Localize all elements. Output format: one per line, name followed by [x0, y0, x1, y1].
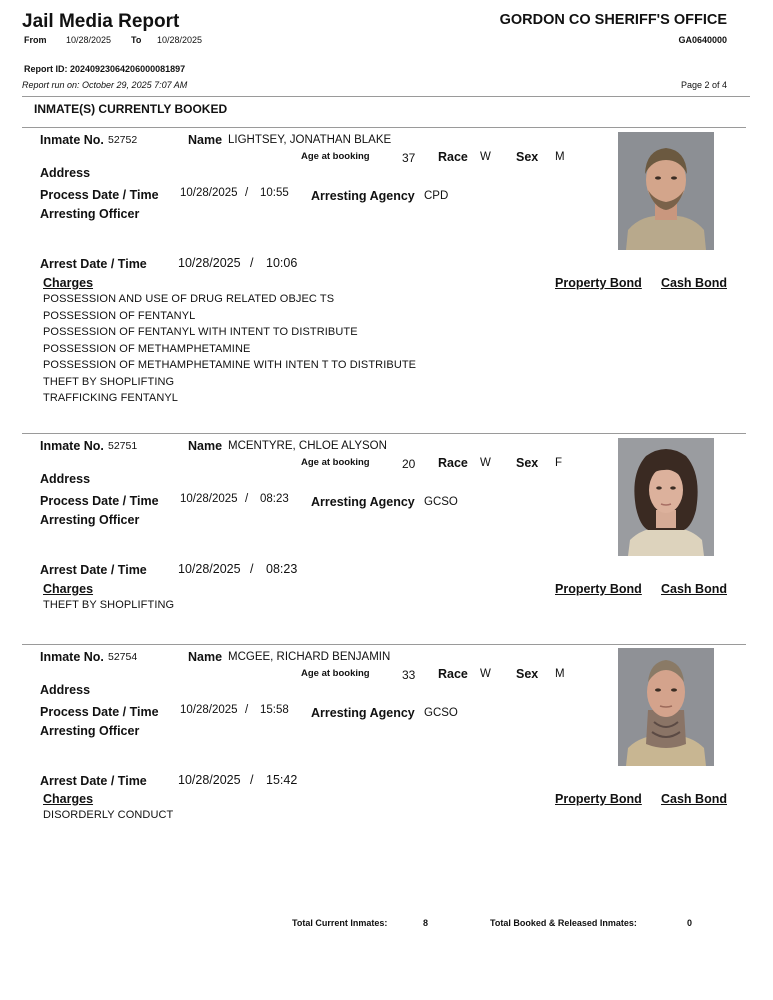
inmate-number: 52752	[108, 134, 138, 146]
race-label: Race	[438, 150, 468, 164]
from-date: 10/28/2025	[66, 35, 112, 45]
age-value: 37	[402, 151, 416, 165]
age-label: Age at booking	[301, 151, 370, 162]
process-label: Process Date / Time	[40, 705, 159, 719]
inmate-name: MCENTYRE, CHLOE ALYSON	[228, 440, 387, 452]
arrest-time: 10:06	[266, 256, 298, 270]
address-label: Address	[40, 472, 91, 486]
arresting-agency: GCSO	[424, 496, 458, 508]
from-label: From	[24, 35, 47, 45]
total-released-label: Total Booked & Released Inmates:	[490, 918, 637, 928]
inmate-name: MCGEE, RICHARD BENJAMIN	[228, 651, 391, 663]
charges-label: Charges	[43, 276, 94, 290]
sex-value: M	[555, 668, 565, 680]
arrest-time: 15:42	[266, 773, 298, 787]
booking-photo	[618, 648, 714, 766]
charge-item: THEFT BY SHOPLIFTING	[43, 599, 175, 611]
arrest-label: Arrest Date / Time	[40, 563, 147, 577]
charge-item: POSSESSION OF METHAMPHETAMINE WITH INTEN T TO DISTRIBUTE	[43, 359, 417, 371]
arresting-agency: CPD	[424, 190, 449, 202]
arrest-time: 08:23	[266, 562, 298, 576]
charge-item: POSSESSION OF FENTANYL	[43, 309, 196, 322]
age-value: 33	[402, 668, 416, 682]
booking-photo	[618, 438, 714, 556]
inmate-no-label: Inmate No.	[40, 439, 104, 453]
agency-code: GA0640000	[678, 35, 727, 45]
total-current-label: Total Current Inmates:	[292, 918, 388, 928]
age-label: Age at booking	[301, 668, 370, 679]
process-label: Process Date / Time	[40, 188, 159, 202]
inmate-number: 52751	[108, 440, 138, 452]
to-date: 10/28/2025	[157, 35, 203, 45]
arrest-date: 10/28/2025	[178, 562, 241, 576]
slash: /	[250, 562, 254, 576]
age-value: 20	[402, 457, 416, 471]
property-bond-label: Property Bond	[555, 582, 642, 596]
arrest-label: Arrest Date / Time	[40, 774, 147, 788]
arresting-officer-label: Arresting Officer	[40, 724, 140, 738]
arresting-agency: GCSO	[424, 707, 458, 719]
inmate-name: LIGHTSEY, JONATHAN BLAKE	[228, 134, 392, 146]
record-divider	[22, 644, 746, 645]
process-date: 10/28/2025	[180, 187, 238, 199]
arresting-officer-label: Arresting Officer	[40, 513, 140, 527]
total-released-value: 0	[687, 918, 693, 928]
process-date: 10/28/2025	[180, 493, 238, 505]
cash-bond-label: Cash Bond	[661, 276, 727, 290]
slash: /	[250, 256, 254, 270]
arresting-officer-label: Arresting Officer	[40, 207, 140, 221]
process-time: 08:23	[260, 493, 289, 505]
charge-item: TRAFFICKING FENTANYL	[43, 392, 179, 404]
report-id: Report ID: 20240923064206000081897	[24, 64, 186, 74]
slash: /	[245, 493, 249, 505]
charge-item: POSSESSION OF FENTANYL WITH INTENT TO DISTRIBUTE	[43, 326, 358, 338]
sex-label: Sex	[516, 456, 539, 470]
cash-bond-label: Cash Bond	[661, 792, 727, 806]
slash: /	[245, 187, 249, 199]
section-title: INMATE(S) CURRENTLY BOOKED	[34, 102, 228, 116]
inmate-no-label: Inmate No.	[40, 133, 104, 147]
cash-bond-label: Cash Bond	[661, 582, 727, 596]
report-title: Jail Media Report	[22, 11, 180, 32]
arresting-agency-label: Arresting Agency	[311, 495, 415, 509]
report-run: Report run on: October 29, 2025 7:07 AM	[22, 80, 188, 90]
page-number: Page 2 of 4	[680, 80, 727, 90]
property-bond-label: Property Bond	[555, 276, 642, 290]
arrest-date: 10/28/2025	[178, 773, 241, 787]
inmate-number: 52754	[108, 651, 138, 663]
charge-item: POSSESSION AND USE OF DRUG RELATED OBJEC TS	[43, 293, 335, 305]
process-time: 15:58	[260, 704, 289, 716]
inmate-no-label: Inmate No.	[40, 650, 104, 664]
agency-name: GORDON CO SHERIFF'S OFFICE	[499, 12, 727, 28]
arrest-date: 10/28/2025	[178, 256, 241, 270]
charges-label: Charges	[43, 582, 94, 596]
race-value: W	[480, 668, 491, 680]
process-label: Process Date / Time	[40, 494, 159, 508]
address-label: Address	[40, 683, 91, 697]
arrest-label: Arrest Date / Time	[40, 257, 147, 271]
address-label: Address	[40, 166, 91, 180]
sex-value: M	[555, 151, 565, 163]
arresting-agency-label: Arresting Agency	[311, 189, 415, 203]
name-label: Name	[188, 439, 223, 453]
sex-label: Sex	[516, 150, 539, 164]
slash: /	[245, 704, 249, 716]
process-date: 10/28/2025	[180, 704, 238, 716]
race-label: Race	[438, 667, 468, 681]
section-divider	[22, 127, 746, 128]
age-label: Age at booking	[301, 457, 370, 468]
sex-label: Sex	[516, 667, 539, 681]
total-current-value: 8	[423, 918, 429, 928]
race-value: W	[480, 457, 491, 469]
charge-item: THEFT BY SHOPLIFTING	[43, 375, 175, 388]
to-label: To	[131, 35, 142, 45]
race-value: W	[480, 151, 491, 163]
booking-photo	[618, 132, 714, 250]
charge-item: POSSESSION OF METHAMPHETAMINE	[43, 342, 251, 355]
header-divider	[22, 96, 750, 97]
charge-item: DISORDERLY CONDUCT	[43, 809, 174, 821]
charges-label: Charges	[43, 792, 94, 806]
name-label: Name	[188, 133, 223, 147]
race-label: Race	[438, 456, 468, 470]
process-time: 10:55	[260, 187, 289, 199]
sex-value: F	[555, 457, 563, 469]
record-divider	[22, 433, 746, 434]
name-label: Name	[188, 650, 223, 664]
arresting-agency-label: Arresting Agency	[311, 706, 415, 720]
property-bond-label: Property Bond	[555, 792, 642, 806]
slash: /	[250, 773, 254, 787]
